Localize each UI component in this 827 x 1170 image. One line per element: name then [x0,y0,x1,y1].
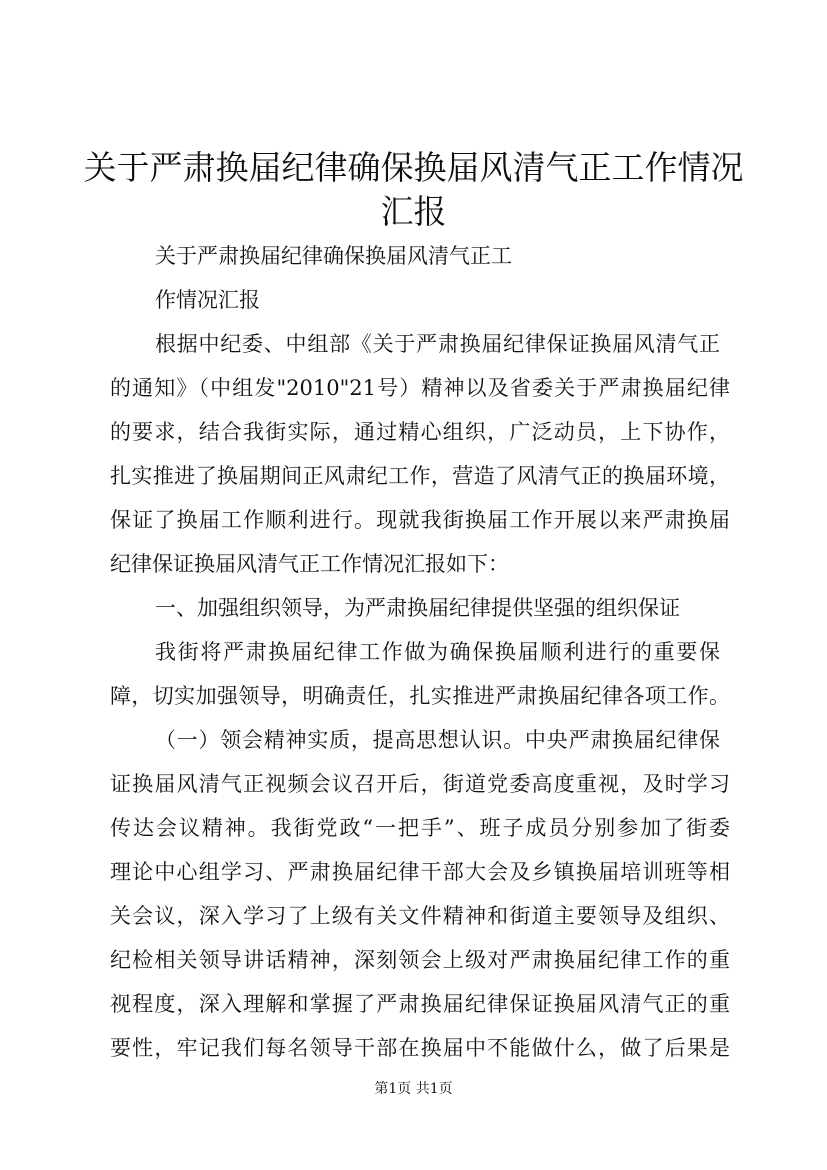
body-line: 根据中纪委、中组部《关于严肃换届纪律保证换届风清气正 [155,332,720,356]
subtitle-line-2: 作情况汇报 [155,288,260,312]
document-title-line-1: 关于严肃换届纪律确保换届风清气正工作情况 [83,148,744,187]
body-line: 纪检相关领导讲话精神，深刻领会上级对严肃换届纪律工作的重 [110,948,730,972]
body-line: 扎实推进了换届期间正风肃纪工作，营造了风清气正的换届环境， [110,464,730,488]
body-line: 理论中心组学习、严肃换届纪律干部大会及乡镇换届培训班等相 [110,860,730,884]
body-line: 障，切实加强领导，明确责任，扎实推进严肃换届纪律各项工作。 [110,684,730,708]
body-line: 的通知》（中组发"2010"21号）精神以及省委关于严肃换届纪律 [110,376,730,400]
body-line: 要性，牢记我们每名领导干部在换届中不能做什么，做了后果是 [110,1036,730,1060]
body-line: 关会议，深入学习了上级有关文件精神和街道主要领导及组织、 [110,904,730,928]
body-line: 证换届风清气正视频会议召开后，街道党委高度重视，及时学习 [110,772,730,796]
subtitle-line-1: 关于严肃换届纪律确保换届风清气正工 [155,244,512,268]
body-line: 传达会议精神。我街党政“一把手”、班子成员分别参加了街委 [110,816,730,840]
body-line: 视程度，深入理解和掌握了严肃换届纪律保证换届风清气正的重 [110,992,730,1016]
body-line: 的要求，结合我街实际，通过精心组织，广泛动员，上下协作， [110,420,730,444]
document-title-line-2: 汇报 [380,192,447,231]
body-line: 保证了换届工作顺利进行。现就我街换届工作开展以来严肃换届 [110,508,730,532]
body-line: 纪律保证换届风清气正工作情况汇报如下： [110,552,509,576]
page-footer: 第1页 共1页 [374,1081,453,1097]
section-heading: 一、加强组织领导，为严肃换届纪律提供坚强的组织保证 [155,596,680,620]
body-line: （一）领会精神实质，提高思想认识。中央严肃换届纪律保 [155,728,720,752]
body-line: 我街将严肃换届纪律工作做为确保换届顺利进行的重要保 [155,640,720,664]
